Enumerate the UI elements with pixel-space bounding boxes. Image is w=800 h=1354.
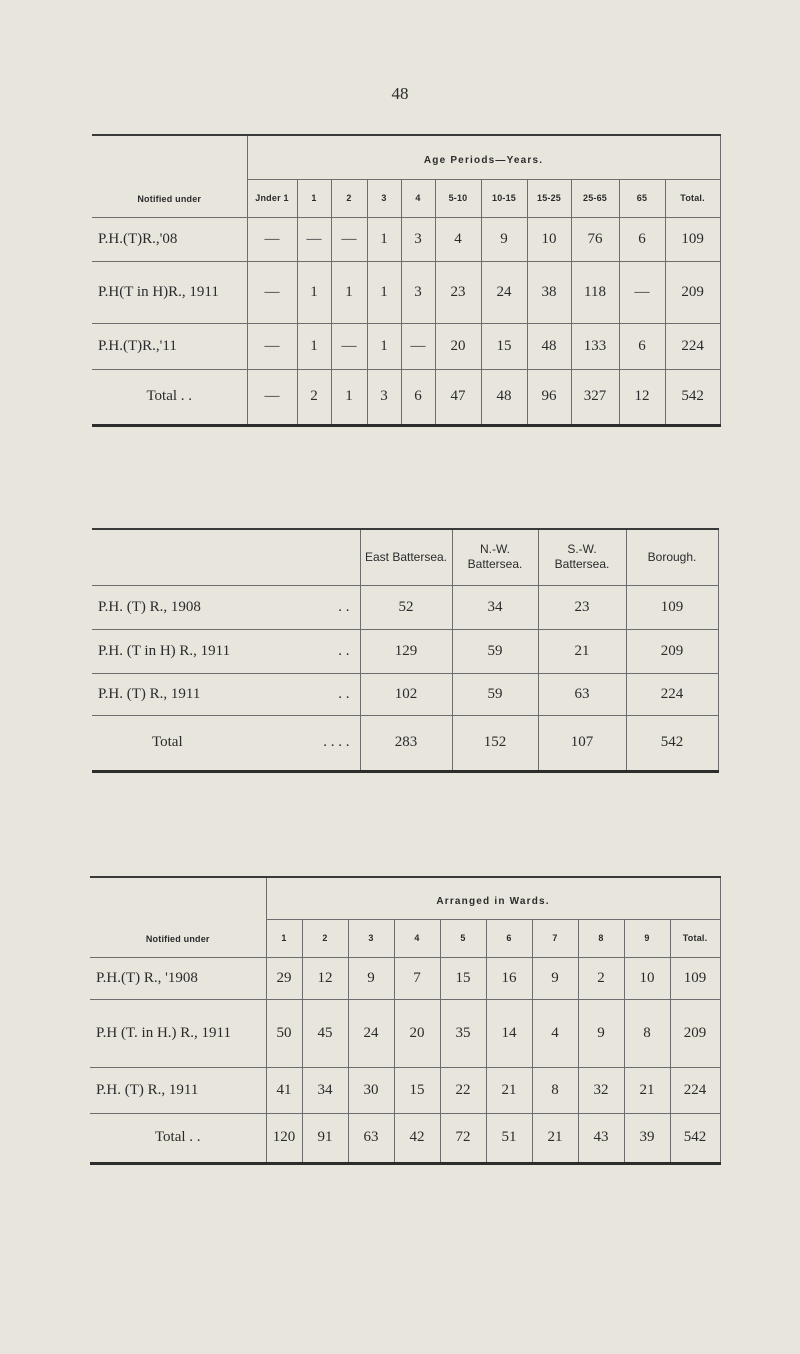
table-cell: 72 xyxy=(440,1113,486,1163)
row-label-cell xyxy=(92,585,360,629)
col-header: Total. xyxy=(665,179,720,217)
col-header: N.-W. Battersea. xyxy=(452,529,538,585)
leader-dots: . . . . xyxy=(323,734,350,750)
col-header: 6 xyxy=(486,919,532,957)
table-cell: 1 xyxy=(367,217,401,261)
table-cell: 9 xyxy=(481,217,527,261)
table-cell: 42 xyxy=(394,1113,440,1163)
page-number: 48 xyxy=(391,84,409,103)
table-cell: 3 xyxy=(401,217,435,261)
table-row xyxy=(90,957,720,999)
table-cell: 32 xyxy=(578,1067,624,1113)
table-cell: 43 xyxy=(578,1113,624,1163)
table-cell: 23 xyxy=(435,261,481,323)
table-row xyxy=(92,261,720,323)
table-cell: 542 xyxy=(670,1113,720,1163)
leader-dots: . . xyxy=(338,599,350,615)
row-label: P.H(T in H)R., 1911 xyxy=(92,261,247,323)
table-cell: 109 xyxy=(665,217,720,261)
table-row xyxy=(90,999,720,1067)
table-cell: 209 xyxy=(670,999,720,1067)
table-cell: 22 xyxy=(440,1067,486,1113)
table-cell: 24 xyxy=(348,999,394,1067)
table-cell: 50 xyxy=(266,999,302,1067)
table-cell: 4 xyxy=(532,999,578,1067)
table-cell: — xyxy=(247,323,297,369)
table-cell: 133 xyxy=(571,323,619,369)
col-header: 10-15 xyxy=(481,179,527,217)
row-label: P.H. (T in H) R., 1911 xyxy=(98,643,231,659)
col-header: 4 xyxy=(401,179,435,217)
table-cell: 224 xyxy=(670,1067,720,1113)
table-cell: 102 xyxy=(360,673,452,715)
table-cell: 39 xyxy=(624,1113,670,1163)
col-header: S.-W. Battersea. xyxy=(538,529,626,585)
row-label-total: Total . . xyxy=(92,369,247,425)
table-cell: 6 xyxy=(619,217,665,261)
table-cell: 24 xyxy=(481,261,527,323)
col-header: East Battersea. xyxy=(360,529,452,585)
row-label-total: Total . . xyxy=(90,1113,266,1163)
table-cell: 16 xyxy=(486,957,532,999)
blank-header-cell xyxy=(92,529,360,585)
table-cell: 10 xyxy=(624,957,670,999)
row-label: P.H. (T) R., 1908 xyxy=(98,599,201,615)
table-cell: 1 xyxy=(297,323,331,369)
table-cell: 109 xyxy=(626,585,718,629)
row-header-cell xyxy=(90,877,266,957)
table-cell: 41 xyxy=(266,1067,302,1113)
row-header: Notified under xyxy=(137,193,202,204)
table-cell: 12 xyxy=(302,957,348,999)
table-cell: 12 xyxy=(619,369,665,425)
group-header-cell xyxy=(266,877,720,919)
table-cell: 1 xyxy=(367,323,401,369)
table-cell: 34 xyxy=(302,1067,348,1113)
row-header: Notified under xyxy=(145,933,210,944)
col-header: 7 xyxy=(532,919,578,957)
table-row xyxy=(92,323,720,369)
table-row xyxy=(92,673,718,715)
table-cell: — xyxy=(331,323,367,369)
table-cell: — xyxy=(619,261,665,323)
table-cell: 47 xyxy=(435,369,481,425)
row-label: P.H.(T)R.,'11 xyxy=(92,323,247,369)
table-cell: 15 xyxy=(481,323,527,369)
age-periods-table xyxy=(92,134,721,427)
table-cell: 152 xyxy=(452,715,538,771)
col-header: 25-65 xyxy=(571,179,619,217)
table-cell: 21 xyxy=(624,1067,670,1113)
col-header: 5-10 xyxy=(435,179,481,217)
table-cell: 3 xyxy=(367,369,401,425)
table-cell: 15 xyxy=(394,1067,440,1113)
table-cell: 224 xyxy=(665,323,720,369)
table-cell: 1 xyxy=(331,261,367,323)
table-cell: 224 xyxy=(626,673,718,715)
group-header: Arranged in Wards. xyxy=(436,896,550,908)
table-cell: 76 xyxy=(571,217,619,261)
col-header: 1 xyxy=(266,919,302,957)
table-cell: 21 xyxy=(538,629,626,673)
row-label-total: Total xyxy=(152,734,183,750)
table-cell: 63 xyxy=(348,1113,394,1163)
col-header: 65 xyxy=(619,179,665,217)
row-label: P.H (T. in H.) R., 1911 xyxy=(90,999,266,1067)
table-cell: 8 xyxy=(624,999,670,1067)
col-header: 1 xyxy=(297,179,331,217)
table-cell: 3 xyxy=(401,261,435,323)
table-cell: 1 xyxy=(297,261,331,323)
col-header: Total. xyxy=(670,919,720,957)
table-cell: — xyxy=(331,217,367,261)
group-header: Age Periods—Years. xyxy=(423,155,544,167)
row-label: P.H.(T)R.,'08 xyxy=(92,217,247,261)
table-cell: 327 xyxy=(571,369,619,425)
total-row xyxy=(92,369,720,425)
col-header: 4 xyxy=(394,919,440,957)
table-cell: 51 xyxy=(486,1113,532,1163)
table-row xyxy=(90,1067,720,1113)
table-cell: 20 xyxy=(394,999,440,1067)
leader-dots: . . xyxy=(338,643,350,659)
row-header-cell xyxy=(92,135,247,217)
col-header: 8 xyxy=(578,919,624,957)
table-cell: 21 xyxy=(532,1113,578,1163)
wards-table xyxy=(90,876,721,1165)
table-cell: — xyxy=(247,261,297,323)
column-header-row xyxy=(92,529,718,585)
table-cell: 10 xyxy=(527,217,571,261)
table-cell: 8 xyxy=(532,1067,578,1113)
table-row xyxy=(92,217,720,261)
col-header: 5 xyxy=(440,919,486,957)
total-row xyxy=(92,715,718,771)
col-header: 3 xyxy=(348,919,394,957)
table-cell: 6 xyxy=(619,323,665,369)
table-cell: 52 xyxy=(360,585,452,629)
table-row xyxy=(92,629,718,673)
col-header: 9 xyxy=(624,919,670,957)
row-label-cell xyxy=(92,673,360,715)
group-header-cell xyxy=(247,135,720,179)
table-cell: 29 xyxy=(266,957,302,999)
table-cell: 48 xyxy=(527,323,571,369)
table-cell: 9 xyxy=(348,957,394,999)
table-cell: 209 xyxy=(665,261,720,323)
table-cell: 109 xyxy=(670,957,720,999)
row-label-cell xyxy=(92,629,360,673)
total-row xyxy=(90,1113,720,1163)
col-header: Borough. xyxy=(626,529,718,585)
table-cell: — xyxy=(297,217,331,261)
table-cell: 107 xyxy=(538,715,626,771)
table-cell: 30 xyxy=(348,1067,394,1113)
table-cell: 45 xyxy=(302,999,348,1067)
table-cell: — xyxy=(247,217,297,261)
table-cell: 129 xyxy=(360,629,452,673)
table-cell: 96 xyxy=(527,369,571,425)
table-cell: 63 xyxy=(538,673,626,715)
table-cell: 38 xyxy=(527,261,571,323)
leader-dots: . . xyxy=(338,686,350,702)
district-table xyxy=(92,528,719,773)
table-cell: 2 xyxy=(297,369,331,425)
col-header: Jnder 1 xyxy=(247,179,297,217)
table-cell: 21 xyxy=(486,1067,532,1113)
table-cell: 2 xyxy=(578,957,624,999)
row-label: P.H. (T) R., 1911 xyxy=(98,686,201,702)
table-cell: 283 xyxy=(360,715,452,771)
table-cell: 1 xyxy=(367,261,401,323)
table-cell: 9 xyxy=(578,999,624,1067)
table-cell: — xyxy=(401,323,435,369)
table-cell: — xyxy=(247,369,297,425)
table-cell: 35 xyxy=(440,999,486,1067)
table-cell: 542 xyxy=(665,369,720,425)
table-cell: 7 xyxy=(394,957,440,999)
table-cell: 118 xyxy=(571,261,619,323)
col-header: 3 xyxy=(367,179,401,217)
col-header: 15-25 xyxy=(527,179,571,217)
row-label: P.H. (T) R., 1911 xyxy=(90,1067,266,1113)
table-cell: 1 xyxy=(331,369,367,425)
table-cell: 20 xyxy=(435,323,481,369)
table-cell: 59 xyxy=(452,673,538,715)
col-header: 2 xyxy=(331,179,367,217)
table-cell: 6 xyxy=(401,369,435,425)
row-label: P.H.(T) R., '1908 xyxy=(90,957,266,999)
table-cell: 9 xyxy=(532,957,578,999)
table-row xyxy=(92,585,718,629)
table-cell: 542 xyxy=(626,715,718,771)
table-cell: 209 xyxy=(626,629,718,673)
col-header: 2 xyxy=(302,919,348,957)
table-cell: 14 xyxy=(486,999,532,1067)
table-cell: 15 xyxy=(440,957,486,999)
table-cell: 120 xyxy=(266,1113,302,1163)
table-cell: 34 xyxy=(452,585,538,629)
table-cell: 59 xyxy=(452,629,538,673)
table-cell: 48 xyxy=(481,369,527,425)
row-label-cell xyxy=(92,715,360,771)
table-cell: 23 xyxy=(538,585,626,629)
table-cell: 91 xyxy=(302,1113,348,1163)
table-cell: 4 xyxy=(435,217,481,261)
